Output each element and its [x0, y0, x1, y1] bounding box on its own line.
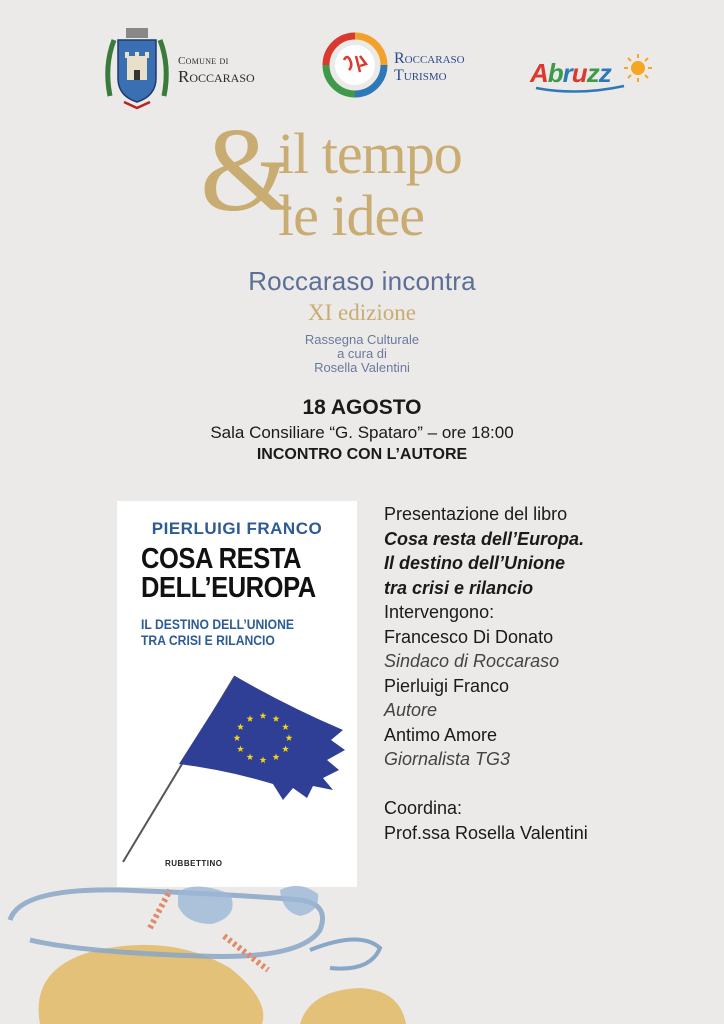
comune-crest-icon — [100, 26, 174, 112]
spacer — [384, 772, 704, 797]
book-subtitle — [141, 617, 294, 649]
series-name: Roccaraso incontra — [248, 266, 476, 296]
abruzzo-logo — [528, 50, 660, 100]
turismo-line1: Roccaraso — [394, 50, 465, 67]
event-place: Sala Consiliare “G. Spataro” – ore 18:00 — [210, 423, 514, 442]
turismo-name — [394, 51, 465, 85]
title-line-1: il tempo — [278, 121, 462, 186]
abruzzo-sun-icon — [624, 54, 652, 82]
coordinator-label: Coordina: — [384, 798, 463, 818]
comune-name — [178, 56, 255, 85]
presentation-intro: Presentazione del libro — [384, 504, 568, 524]
roccaraso-turismo-logo — [322, 30, 494, 104]
curator-block — [0, 333, 724, 375]
decorative-brush-strokes — [0, 860, 724, 1024]
title-line-2: le idee — [278, 183, 424, 248]
event-date: 18 AGOSTO — [302, 396, 422, 419]
comune-small-text: Comune di — [178, 55, 229, 67]
event-title — [200, 103, 530, 258]
event-details — [384, 502, 704, 845]
details-book-title-3: tra crisi e rilancio — [384, 577, 534, 598]
book-author: PIERLUIGI FRANCO — [151, 519, 323, 538]
speaker-name: Antimo Amore — [384, 724, 498, 745]
book-title-line-2: DELL’EUROPA — [141, 572, 316, 604]
curator-line-3: Rosella Valentini — [314, 360, 410, 375]
book-title-line-1: COSA RESTA — [141, 543, 302, 575]
book-title — [141, 545, 316, 603]
book-cover — [117, 501, 357, 887]
turismo-line2: Turismo — [394, 66, 447, 84]
speaker-name: Pierluigi Franco — [384, 675, 510, 696]
speaker-role: Autore — [384, 700, 438, 720]
book-subtitle-line-2: TRA CRISI E RILANCIO — [141, 633, 275, 648]
speaker-role: Giornalista TG3 — [384, 749, 511, 769]
details-book-title-1: Cosa resta dell’Europa. — [384, 528, 585, 549]
speaker-role: Sindaco di Roccaraso — [384, 651, 560, 671]
coordinator-name: Prof.ssa Rosella Valentini — [384, 822, 588, 843]
curator-line-1: Rassegna Culturale — [304, 332, 420, 347]
comune-big-text: Roccaraso — [178, 66, 255, 86]
event-type: INCONTRO CON L’AUTORE — [256, 446, 468, 463]
turismo-mark-icon — [322, 32, 388, 98]
comune-logo — [100, 26, 275, 112]
book-publisher: RUBBETTINO — [165, 859, 223, 868]
speaker-name: Francesco Di Donato — [384, 626, 554, 647]
details-book-title-2: Il destino dell’Unione — [384, 553, 566, 573]
svg-text:Abruzz: Abruzz — [530, 58, 611, 88]
book-subtitle-line-1: IL DESTINO DELL’UNIONE — [141, 617, 295, 632]
edition: XI edizione — [308, 300, 416, 325]
title-ampersand: & — [200, 103, 294, 236]
eu-flag-icon — [117, 666, 357, 866]
curator-line-2: a cura di — [337, 346, 387, 361]
speakers-label: Intervengono: — [384, 602, 495, 622]
